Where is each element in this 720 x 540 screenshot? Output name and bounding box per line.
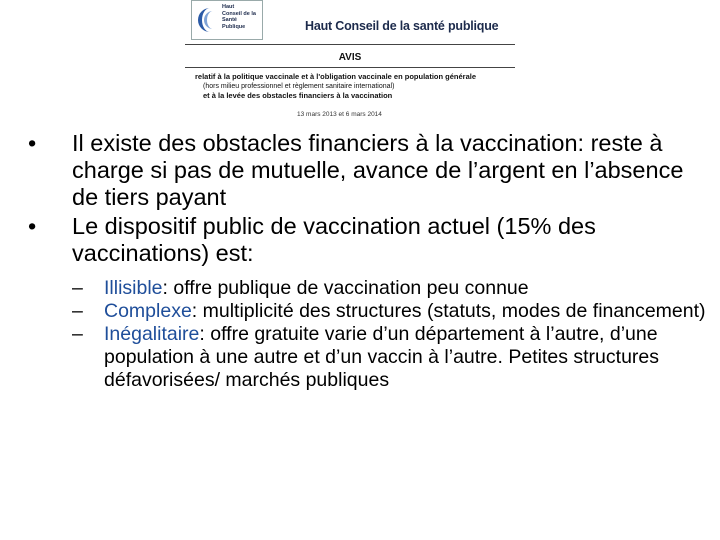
dash-icon: – — [72, 323, 83, 345]
bullet-icon: • — [28, 130, 37, 156]
hcsp-logo-icon — [196, 6, 218, 34]
bullet-text: Le dispositif public de vaccination actuel (15% des vaccinations) est: — [72, 213, 596, 266]
sub-bullet-term: Complexe — [104, 300, 192, 322]
avis-title: AVIS — [338, 52, 362, 63]
divider — [185, 44, 515, 45]
bullet-item — [28, 130, 708, 211]
avis-dates: 13 mars 2013 et 6 mars 2014 — [297, 111, 382, 118]
bullet-item — [28, 213, 708, 267]
org-name: Haut Conseil de la santé publique — [305, 19, 499, 33]
sub-bullet-list — [28, 277, 708, 392]
logo-text: Haut Conseil de la Santé Publique — [222, 4, 256, 30]
sub-bullet-text: : offre publique de vaccination peu connue — [162, 277, 529, 299]
sub-bullet-term: Inégalitaire — [104, 323, 200, 345]
sub-bullet-item — [28, 300, 708, 323]
sub-bullet-term: Illisible — [104, 277, 163, 299]
sub-bullet-text: : offre gratuite varie d’un département à l’autre, d’une population à une autre et d’un vaccin à l’autre. Petites structures défavorisées/ marchés publiques — [104, 323, 659, 391]
dash-icon: – — [72, 277, 83, 299]
avis-subtitle — [195, 72, 515, 101]
subtitle-line: relatif à la politique vaccinale et à l'obligation vaccinale en population générale — [195, 72, 477, 81]
bullet-text: Il existe des obstacles financiers à la vaccination: reste à charge si pas de mutuelle, avance de l’argent en l’absence de tiers payant — [72, 130, 684, 210]
document-header-image — [185, 0, 515, 132]
subtitle-line: et à la levée des obstacles financiers à la vaccination — [203, 91, 393, 100]
divider — [185, 67, 515, 68]
bullet-icon: • — [28, 213, 37, 239]
hcsp-logo — [191, 0, 263, 40]
sub-bullet-item — [28, 277, 708, 300]
dash-icon: – — [72, 300, 83, 322]
slide-body — [28, 130, 708, 392]
subtitle-line: (hors milieu professionnel et règlement sanitaire international) — [203, 82, 395, 90]
sub-bullet-text: : multiplicité des structures (statuts, modes de financement) — [191, 300, 706, 322]
sub-bullet-item — [28, 323, 708, 392]
